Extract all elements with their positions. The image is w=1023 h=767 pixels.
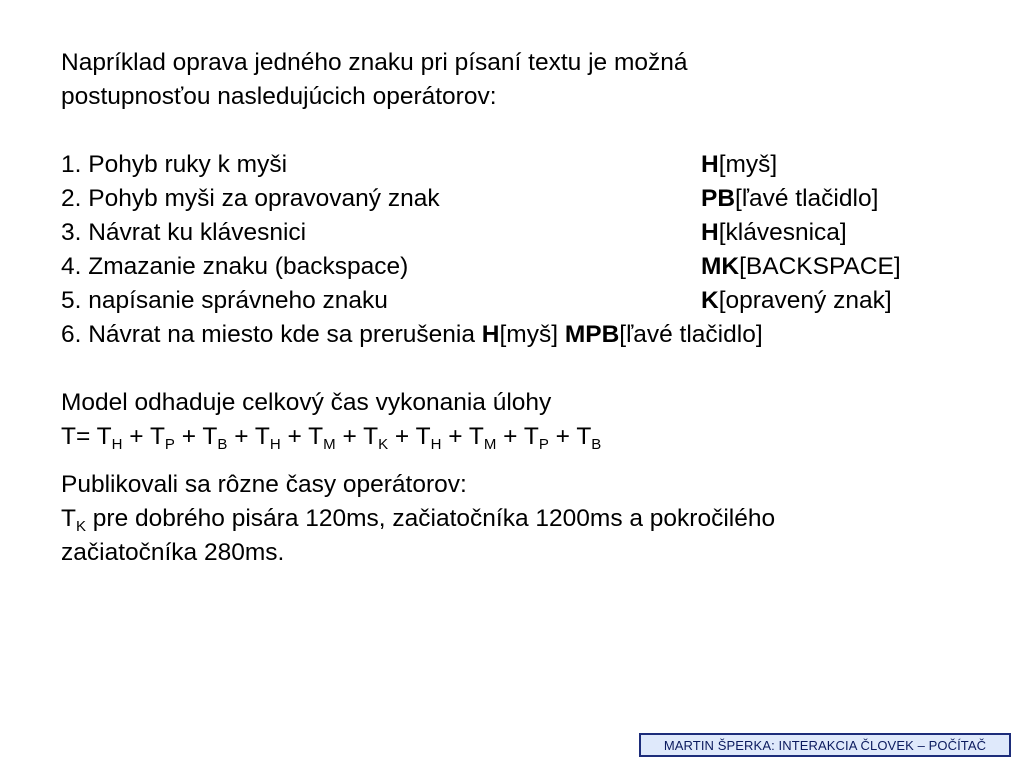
formula-term-subscript: P [538, 436, 549, 453]
formula-plus: + [174, 423, 203, 450]
operator-argument: [klávesnica] [718, 219, 847, 246]
footer-text: MARTIN ŠPERKA: INTERAKCIA ČLOVEK – POČÍTAČ [663, 737, 987, 753]
formula-term-base: T [202, 423, 218, 450]
step-description: 1. Pohyb ruky k myši [61, 151, 288, 178]
intro-line-2: postupnosťou nasledujúcich operátorov: [61, 83, 497, 110]
formula-term-base: T [149, 423, 165, 450]
operator-code: MK [701, 253, 740, 280]
operator-argument: [opravený znak] [718, 287, 892, 314]
step-6 [61, 318, 991, 352]
operator-code: PB [701, 185, 736, 212]
formula-term-subscript: M [323, 436, 336, 453]
formula-lhs: T= [61, 423, 97, 450]
formula-term-base: T [523, 423, 539, 450]
formula-plus: + [388, 423, 416, 450]
operator-argument: [ľavé tlačidlo] [735, 185, 879, 212]
tk-symbol: T [61, 505, 76, 532]
formula-plus: + [548, 423, 577, 450]
operator-code: H [701, 219, 719, 246]
formula-term-subscript: H [269, 436, 281, 453]
operator-code: MPB [564, 321, 620, 348]
formula-term-subscript: P [164, 436, 175, 453]
step-1 [61, 148, 991, 182]
step-description: 5. napísanie správneho znaku [61, 287, 388, 314]
tk-subscript: K [75, 518, 86, 535]
step-operator [701, 182, 878, 216]
formula-term-base: T [576, 423, 592, 450]
operator-argument: [myš] [718, 151, 778, 178]
formula-term-subscript: B [217, 436, 228, 453]
step-5 [61, 284, 991, 318]
formula-term-subscript: K [378, 436, 389, 453]
intro-line-1: Napríklad oprava jedného znaku pri písaní textu je možná [61, 49, 688, 76]
step-description: 2. Pohyb myši za opravovaný znak [61, 185, 440, 212]
formula-term-subscript: H [111, 436, 123, 453]
step-operator [701, 250, 901, 284]
step-4 [61, 250, 991, 284]
step-operator [701, 148, 777, 182]
formula-term-subscript: M [483, 436, 497, 453]
operator-code: H [481, 321, 500, 348]
published-heading: Publikovali sa rôzne časy operátorov: [61, 471, 467, 498]
step-description: 4. Zmazanie znaku (backspace) [61, 253, 409, 280]
published-line-3: začiatočníka 280ms. [61, 539, 285, 566]
operator-argument: [ľavé tlačidlo] [619, 321, 763, 348]
formula-plus: + [441, 423, 469, 450]
model-description: Model odhaduje celkový čas vykonania úlohy [61, 389, 552, 416]
formula-plus: + [335, 423, 364, 450]
step-operator [701, 284, 892, 318]
operator-argument: [myš] [499, 321, 565, 348]
formula-plus: + [280, 423, 309, 450]
formula-plus: + [496, 423, 524, 450]
formula-term-base: T [363, 423, 379, 450]
step-operator [701, 216, 847, 250]
published-values: pre dobrého pisára 120ms, začiatočníka 1200ms a pokročilého [85, 505, 776, 532]
formula-terms [96, 423, 602, 453]
step-2 [61, 182, 991, 216]
operator-code: K [701, 287, 719, 314]
formula-term-base: T [96, 423, 112, 450]
operator-steps-list [61, 148, 991, 352]
formula-term-subscript: H [430, 436, 442, 453]
formula-term-base: T [254, 423, 270, 450]
formula-term-base: T [415, 423, 431, 450]
formula-plus: + [227, 423, 255, 450]
formula-term-base: T [308, 423, 324, 450]
step-description: 3. Návrat ku klávesnici [61, 219, 307, 246]
slide-content [61, 46, 991, 570]
operator-argument: [BACKSPACE] [739, 253, 901, 280]
step-description: 6. Návrat na miesto kde sa prerušenia [61, 321, 482, 348]
formula-plus: + [122, 423, 150, 450]
footer-author-banner [639, 733, 1011, 757]
operator-code: H [701, 151, 719, 178]
formula-term-base: T [468, 423, 484, 450]
formula-term-subscript: B [591, 436, 602, 453]
published-line-2 [61, 502, 991, 536]
step-3 [61, 216, 991, 250]
time-formula [61, 420, 991, 454]
